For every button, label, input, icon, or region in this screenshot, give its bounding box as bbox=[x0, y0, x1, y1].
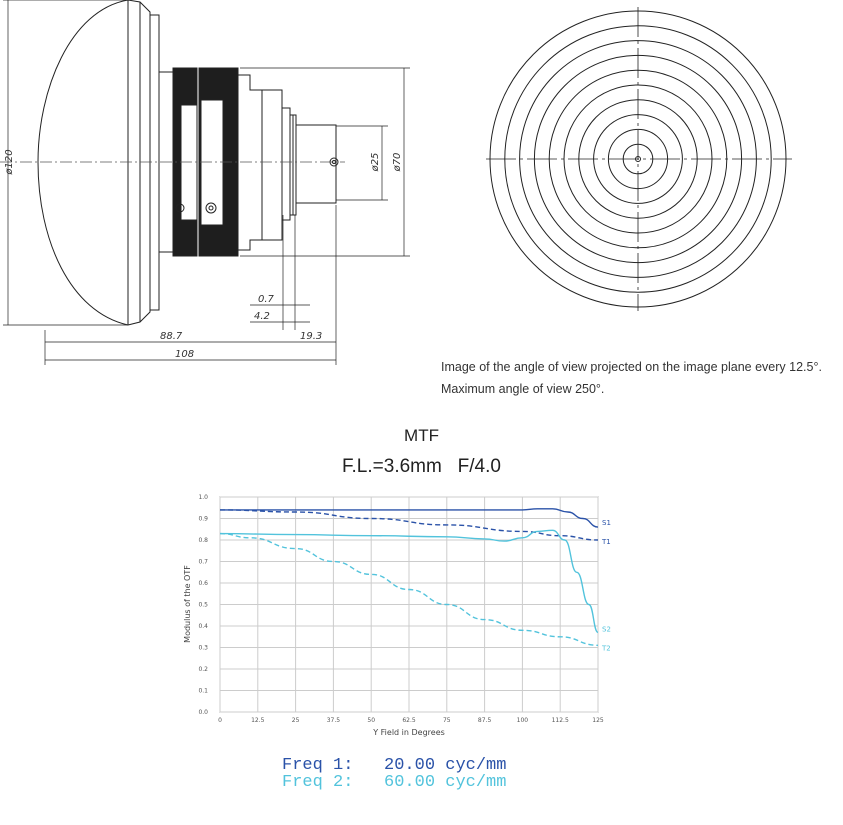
x-tick-label: 0 bbox=[218, 717, 222, 724]
dim-19-3: 19.3 bbox=[300, 331, 323, 342]
series-label-t1: T1 bbox=[602, 538, 611, 546]
freq1-label: Freq 1: bbox=[282, 756, 354, 775]
series-label-s1: S1 bbox=[602, 519, 611, 528]
x-axis-label: Y Field in Degrees bbox=[373, 728, 445, 737]
x-tick-label: 62.5 bbox=[402, 717, 416, 724]
projection-caption-line2: Maximum angle of view 250°. bbox=[441, 382, 605, 396]
x-tick-label: 37.5 bbox=[326, 717, 341, 724]
dim-108: 108 bbox=[175, 349, 195, 360]
lens-technical-drawing bbox=[0, 0, 430, 370]
y-tick-label: 0.2 bbox=[198, 666, 208, 673]
y-tick-label: 0.8 bbox=[198, 537, 208, 544]
y-tick-label: 0.5 bbox=[198, 601, 208, 609]
dim-front-diameter: ø120 bbox=[4, 149, 15, 175]
x-tick-label: 50 bbox=[367, 717, 376, 724]
freq2-value: 60.00 cyc/mm bbox=[384, 773, 507, 792]
angle-of-view-projection bbox=[480, 5, 800, 315]
mtf-subtitle: F.L.=3.6mm F/4.0 bbox=[342, 456, 501, 477]
x-tick-label: 12.5 bbox=[251, 717, 265, 724]
y-tick-label: 0.9 bbox=[198, 515, 208, 523]
y-axis-label: Modulus of the OTF bbox=[183, 565, 192, 643]
series-label-t2: T2 bbox=[602, 644, 611, 653]
x-tick-label: 125 bbox=[592, 717, 604, 724]
projection-caption-line1: Image of the angle of view projected on the image plane every 12.5°. bbox=[441, 360, 822, 374]
y-tick-label: 0.1 bbox=[198, 687, 208, 695]
x-tick-label: 25 bbox=[291, 717, 300, 724]
y-tick-label: 1.0 bbox=[198, 494, 208, 501]
freq1-value: 20.00 cyc/mm bbox=[384, 756, 507, 775]
dim-0-7: 0.7 bbox=[258, 294, 274, 305]
y-tick-label: 0.0 bbox=[198, 709, 208, 716]
front-dome-outline bbox=[38, 0, 128, 325]
x-tick-label: 112.5 bbox=[551, 717, 569, 724]
x-tick-label: 87.5 bbox=[477, 717, 492, 724]
y-tick-label: 0.3 bbox=[198, 644, 208, 652]
y-tick-label: 0.7 bbox=[198, 558, 208, 566]
x-tick-label: 75 bbox=[442, 717, 451, 724]
y-tick-label: 0.6 bbox=[198, 580, 208, 587]
y-tick-label: 0.4 bbox=[198, 623, 208, 630]
mtf-chart bbox=[180, 490, 620, 740]
freq2-label: Freq 2: bbox=[282, 773, 354, 792]
x-tick-label: 100 bbox=[516, 717, 529, 724]
dim-4-2: 4.2 bbox=[254, 311, 270, 322]
dim-mount-diameter: ø70 bbox=[392, 152, 403, 172]
dim-rear-diameter: ø25 bbox=[370, 152, 381, 172]
dim-88-7: 88.7 bbox=[160, 331, 183, 342]
series-label-s2: S2 bbox=[602, 625, 611, 634]
freq2-legend bbox=[282, 773, 506, 792]
mtf-title: MTF bbox=[404, 426, 439, 445]
